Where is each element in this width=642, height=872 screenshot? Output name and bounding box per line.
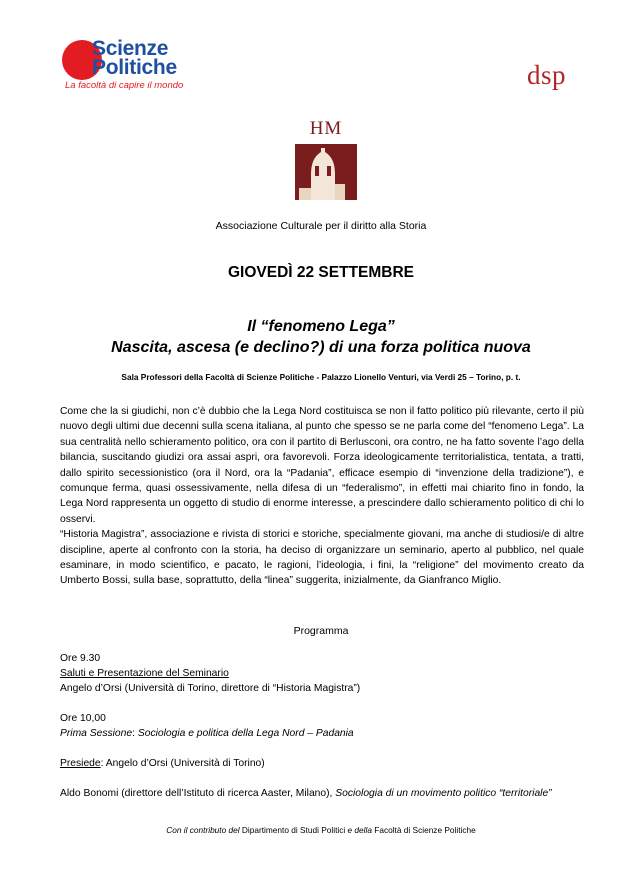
program-talk: [60, 786, 584, 802]
tower-icon: [295, 144, 357, 200]
program-time: Ore 9.30: [60, 653, 101, 664]
talk-speaker: Aldo Bonomi (direttore dell’Istituto di ricerca Aaster, Milano),: [60, 788, 336, 799]
footer-credits: [0, 825, 642, 835]
footer-department: Dipartimento di Studi Politici: [239, 825, 348, 835]
event-title-line2: Nascita, ascesa (e declino?) di una forza politica nuova: [111, 339, 531, 356]
description-paragraph: Come che la si giudichi, non c’è dubbio che la Lega Nord costituisca se non il fatto politico più rilevante, certo il più nuovo degli ultimi due decenni sulla scena italiana, al punto che spesso se ne parla come del “fenomeno Lega”. La sua centralità nello schieramento politico, ora con il partito di Berlusconi, ora contro, ne ha fatto sovente l’ago della bilancia, suscitando giudizi ora assai aspri, ora favorevoli. Forza ideologicamente territorialistica, tentata, a tratti, dallo spirito secessionistico (ora il Nord, ora la “Padania”, efficace esempio di “invenzione della tradizione”), e comunque ferma, quasi ossessivamente, nella difesa di un “federalismo”, in effetti mai chiarito fino in fondo, la Lega Nord rappresenta un oggetto di studio di enorme interesse, a prescindere dallo schieramento politico di chi lo osservi.: [60, 406, 584, 525]
program-item-title: Saluti e Presentazione del Seminario: [60, 668, 229, 679]
description-paragraph: “Historia Magistra”, associazione e rivista di storici e storiche, specialmente giovani, ma anche di studiosi/e di altre discipline, aperte al confronto con la storia, ha deciso di organizzare un seminario, aperto al pubblico, nel quale esaminare, in modo scientifico, e pacato, le ragioni, l’ideologia, i fini, la “religione” del movimento creato da Umberto Bossi, sulla base, soprattutto, della “linea” suggerita, inizialmente, da Gianfranco Miglio.: [60, 529, 584, 587]
dsp-logo: dsp: [527, 60, 567, 90]
event-title-line1: Il “fenomeno Lega”: [247, 318, 395, 335]
footer-text: e della: [347, 825, 372, 835]
chair-name: : Angelo d’Orsi (Università di Torino): [100, 758, 265, 769]
event-date-heading: GIOVEDÌ 22 SETTEMBRE: [227, 264, 415, 281]
session-title: Sociologia e politica della Lega Nord – Padania: [137, 728, 354, 739]
association-name: Associazione Culturale per il diritto alla Storia: [215, 220, 427, 232]
talk-title: Sociologia di un movimento politico “territoriale”: [335, 788, 552, 799]
logo-text-politiche: Politiche: [92, 56, 177, 79]
scienze-politiche-logo: [62, 36, 212, 96]
logo-text-scienze: Scienze: [92, 37, 169, 60]
program-time: Ore 10,00: [60, 713, 106, 724]
footer-text: Con il contributo del: [166, 825, 240, 835]
historia-magistra-logo: [295, 118, 357, 200]
footer-faculty: Facoltà di Scienze Politiche: [371, 825, 476, 835]
session-separator: :: [132, 728, 138, 739]
session-label: Prima Sessione: [60, 728, 133, 739]
logo-tagline: La facoltà di capire il mondo: [65, 80, 184, 91]
hm-logo-text: HM: [309, 118, 343, 139]
event-venue: Sala Professori della Facoltà di Scienze Politiche - Palazzo Lionello Venturi, via Verdi 25 – Torino, p. t.: [121, 372, 521, 382]
program-heading: Programma: [293, 625, 349, 637]
description-body: [60, 404, 584, 589]
program-session: [60, 726, 584, 742]
chair-label: Presiede: [60, 758, 101, 769]
program-item-speaker: Angelo d’Orsi (Università di Torino, direttore di “Historia Magistra”): [60, 683, 361, 694]
program-chair: [60, 756, 584, 772]
